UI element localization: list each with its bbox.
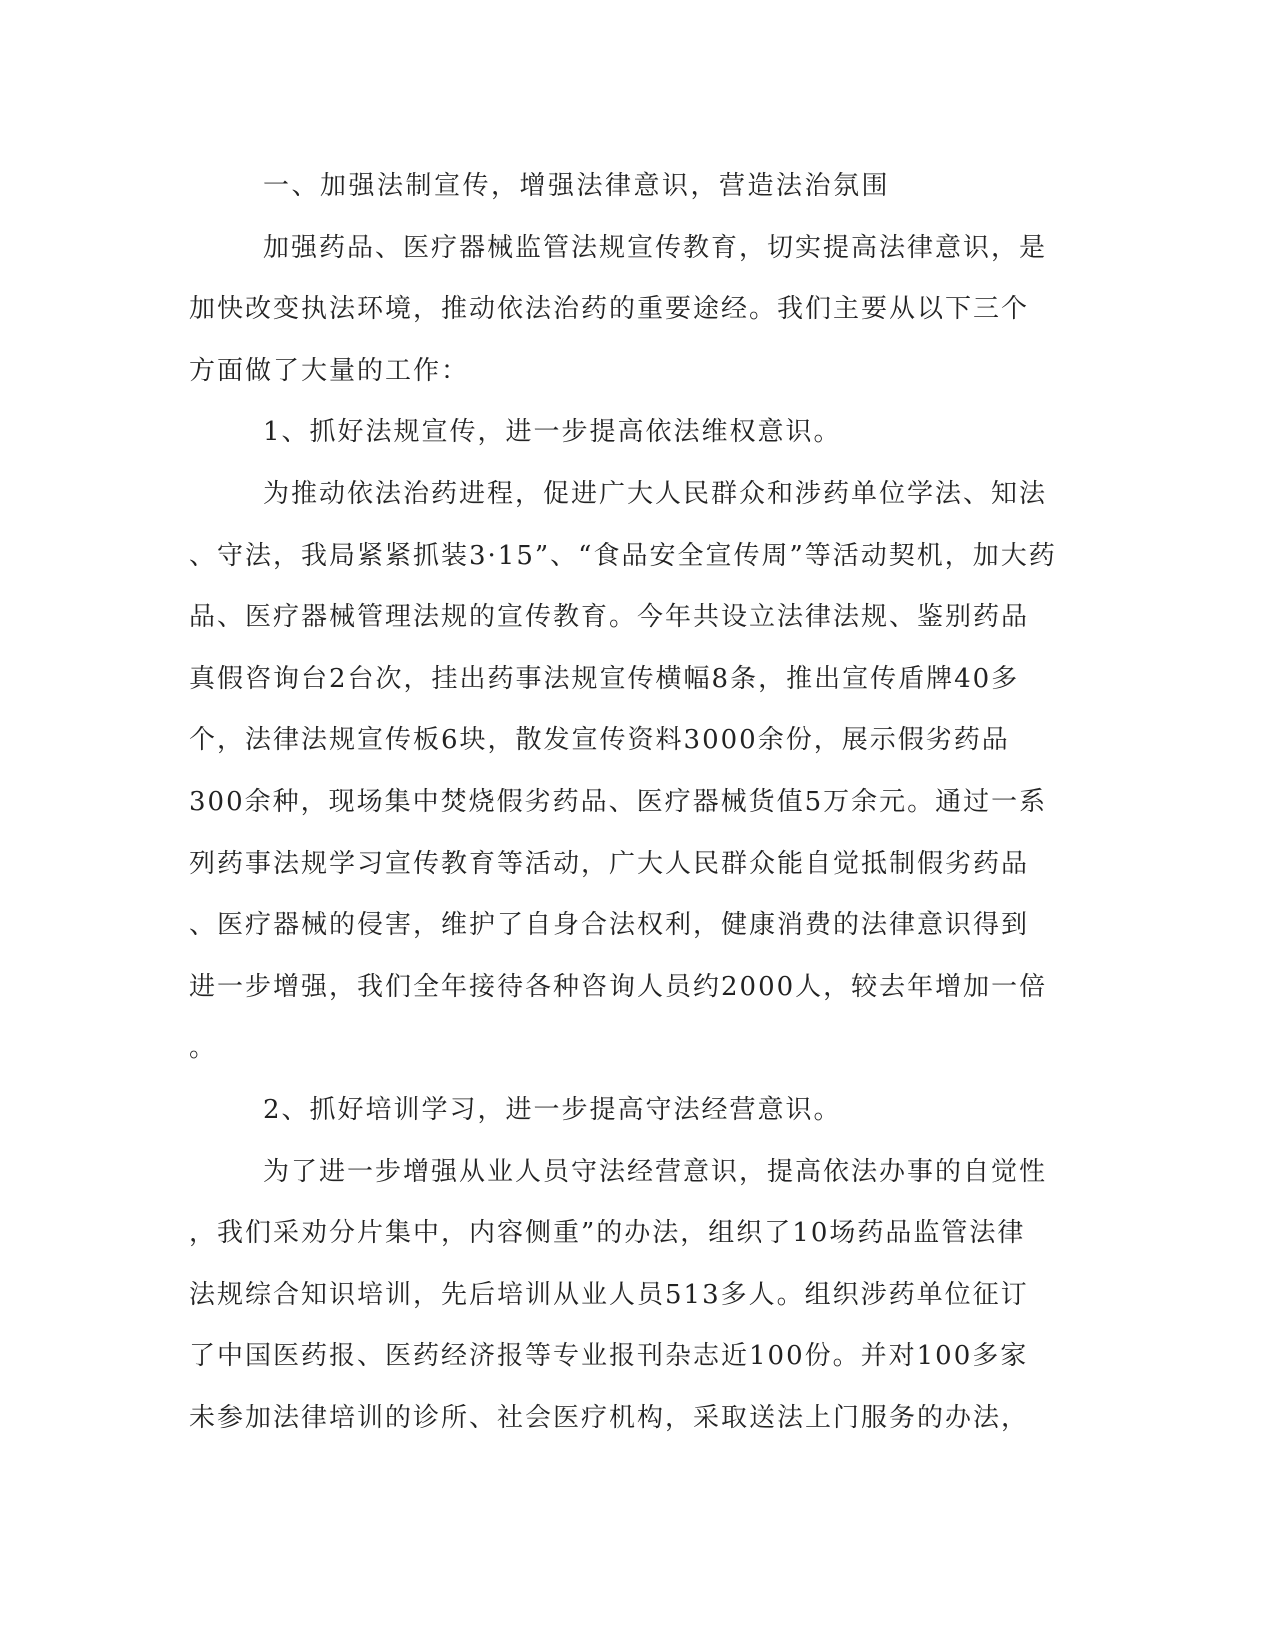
section-1-line: 个，法律法规宣传板6块，散发宣传资料3000余份，展示假劣药品: [189, 725, 1010, 756]
subheading-1: 1、抓好法规宣传，进一步提高依法维权意识。: [263, 417, 842, 448]
section-1-line: 进一步增强，我们全年接待各种咨询人员约2000人，较去年增加一倍: [189, 971, 1048, 1002]
section-2-line: ，我们采劝分片集中，内容侧重”的办法，组织了10场药品监管法律: [189, 1218, 1026, 1249]
section-1-line: 300余种，现场集中焚烧假劣药品、医疗器械货值5万余元。通过一系: [189, 786, 1048, 817]
section-1-line: 品、医疗器械管理法规的宣传教育。今年共设立法律法规、鉴别药品: [189, 602, 1030, 633]
section-1-line: 。: [189, 1033, 218, 1064]
intro-line: 方面做了大量的工作：: [189, 355, 470, 386]
document-body: [189, 156, 1075, 1449]
intro-line: 加快改变执法环境，推动依法治药的重要途经。我们主要从以下三个: [189, 294, 1030, 325]
section-2-line: 为了进一步增强从业人员守法经营意识，提高依法办事的自觉性: [263, 1156, 1048, 1187]
section-2-line: 了中国医药报、医药经济报等专业报刊杂志近100份。并对100多家: [189, 1341, 1029, 1372]
section-1-line: 列药事法规学习宣传教育等活动，广大人民群众能自觉抵制假劣药品: [189, 848, 1030, 879]
subheading-2: 2、抓好培训学习，进一步提高守法经营意识。: [263, 1094, 842, 1125]
section-heading: 一、加强法制宣传，增强法律意识，营造法治氛围: [263, 171, 891, 201]
section-2-line: 法规综合知识培训，先后培训从业人员513多人。组织涉药单位征订: [189, 1279, 1029, 1310]
section-1-line: 、守法，我局紧紧抓装3·15”、“食品安全宣传周”等活动契机，加大药: [189, 540, 1057, 571]
intro-line: 加强药品、医疗器械监管法规宣传教育，切实提高法律意识，是: [263, 232, 1048, 263]
section-1-line: 为推动依法治药进程，促进广大人民群众和涉药单位学法、知法: [263, 478, 1048, 509]
section-1-line: 真假咨询台2台次，挂出药事法规宣传横幅8条，推出宣传盾牌40多: [189, 663, 1020, 694]
section-2-line: 未参加法律培训的诊所、社会医疗机构，采取送法上门服务的办法，: [189, 1402, 1030, 1433]
section-1-line: 、医疗器械的侵害，维护了自身合法权利，健康消费的法律意识得到: [189, 910, 1030, 941]
